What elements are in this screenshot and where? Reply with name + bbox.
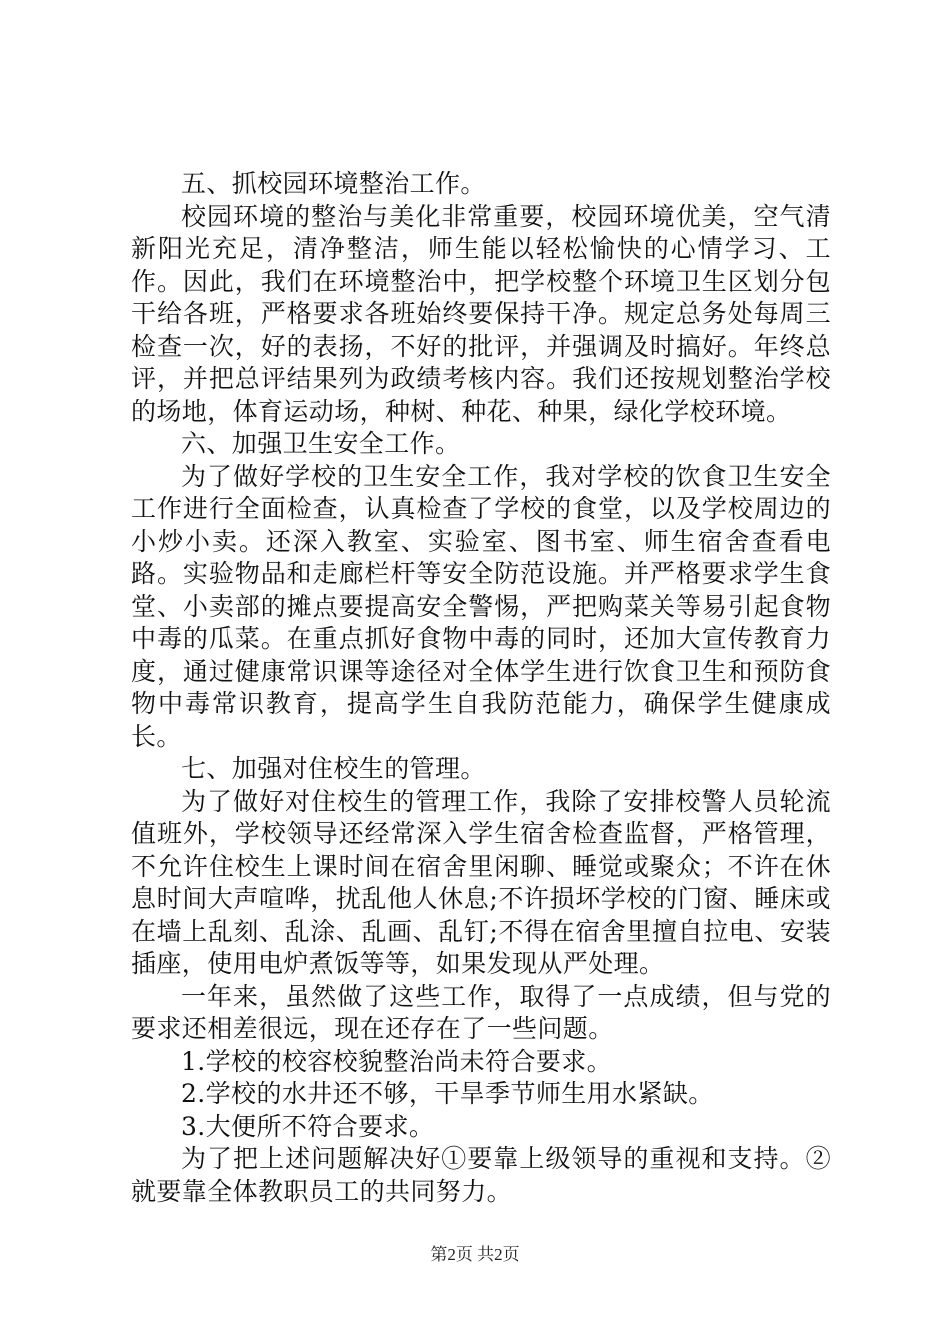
paragraph-campus-environment: 校园环境的整治与美化非常重要，校园环境优美，空气清新阳光充足，清净整洁，师生能以轻松愉快的心情学习、工作。因此，我们在环境整治中，把学校整个环境卫生区划分包干给各班，严格要求各班始终要保持干净。规定总务处每周三检查一次，好的表扬，不好的批评，并强调及时搞好。年终总评，并把总评结果列为政绩考核内容。我们还按规划整治学校的场地，体育运动场，种树、种花、种果，绿化学校环境。 bbox=[131, 201, 831, 426]
section-heading-five: 五、抓校园环境整治工作。 bbox=[181, 169, 486, 198]
paragraph-conclusion: 为了把上述问题解决好①要靠上级领导的重视和支持。②就要靠全体教职员工的共同努力。 bbox=[131, 1144, 831, 1206]
paragraph-hygiene-safety: 为了做好学校的卫生安全工作，我对学校的饮食卫生安全工作进行全面检查，认真检查了学校的食堂，以及学校周边的小炒小卖。还深入教室、实验室、图书室、师生宿舍查看电路。实验物品和走廊栏杆等安全防范设施。并严格要求学生食堂、小卖部的摊点要提高安全警惕，严把购菜关等易引起食物中毒的瓜菜。在重点抓好食物中毒的同时，还加大宣传教育力度，通过健康常识课等途径对全体学生进行饮食卫生和预防食物中毒常识教育，提高学生自我防范能力，确保学生健康成长。 bbox=[131, 461, 831, 751]
section-heading-seven: 七、加强对住校生的管理。 bbox=[181, 754, 486, 783]
list-item-problem-3: 3.大便所不符合要求。 bbox=[181, 1111, 435, 1141]
document-body bbox=[131, 168, 831, 1208]
page-number-footer: 第2页 共2页 bbox=[430, 1245, 520, 1264]
section-heading-six: 六、加强卫生安全工作。 bbox=[181, 429, 461, 458]
paragraph-boarding-management: 为了做好对住校生的管理工作，我除了安排校警人员轮流值班外，学校领导还经常深入学生宿舍检查监督，严格管理，不允许住校生上课时间在宿舍里闲聊、睡觉或聚众；不许在休息时间大声喧哗，扰乱他人休息;不许损坏学校的门窗、睡床或在墙上乱刻、乱涂、乱画、乱钉;不得在宿舍里擅自拉电、安装插座，使用电炉煮饭等等，如果发现从严处理。 bbox=[131, 786, 831, 978]
paragraph-summary: 一年来，虽然做了这些工作，取得了一点成绩，但与党的要求还相差很远，现在还存在了一些问题。 bbox=[131, 981, 831, 1043]
list-item-problem-2: 2.学校的水井还不够，干旱季节师生用水紧缺。 bbox=[181, 1079, 714, 1108]
list-item-problem-1: 1.学校的校容校貌整治尚未符合要求。 bbox=[181, 1046, 613, 1076]
